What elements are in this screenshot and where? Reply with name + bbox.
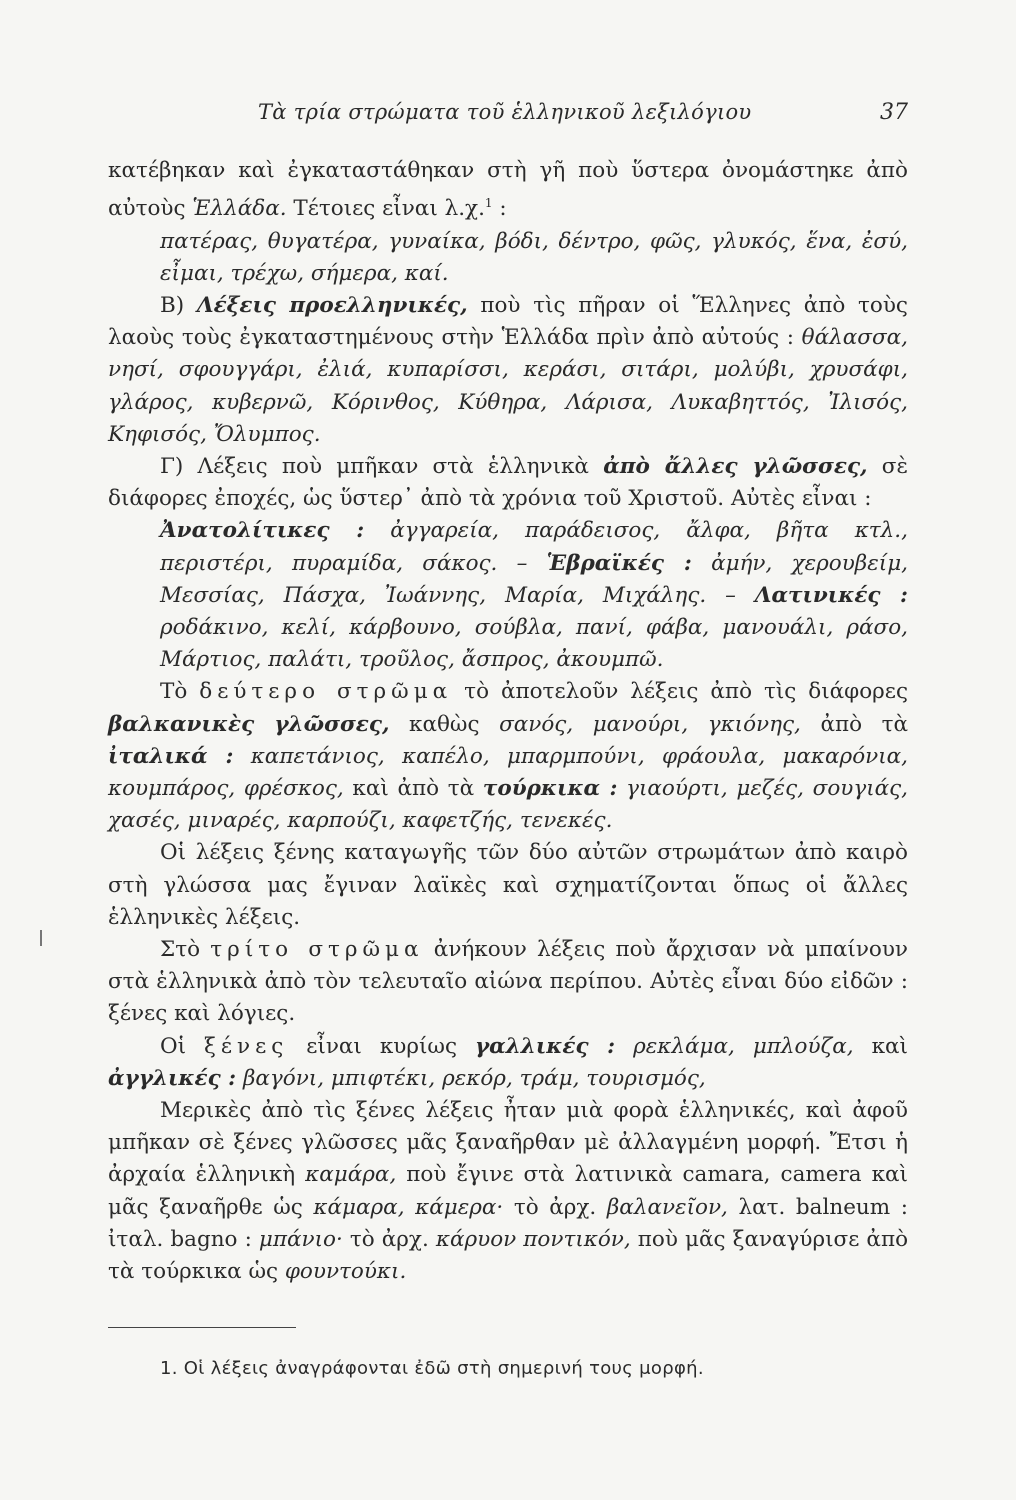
section-b-words: θάλασσα, νησί, σφουγγάρι, ἐλιά, κυπαρίσσι, κεράσι, σιτάρι, μολύβι, χρυσάφι, γλάρος, κυβερνῶ, Κόρινθος, Κύθηρα, Λάρισα, Λυκαβηττός, Ἰλισός, Κηφισός, Ὄλυμπος.	[108, 325, 908, 447]
footnote-ref[interactable]: 1	[484, 196, 493, 211]
example-words-1: πατέρας, θυγατέρα, γυναίκα, βόδι, δέντρο, φῶς, γλυκός, ἕνα, ἐσύ, εἶμαι, τρέχω, σήμερα, καί.	[160, 228, 908, 286]
section-g: Γ) Λέξεις ποὺ μπῆκαν στὰ ἑλληνικὰ ἀπὸ ἄλλες γλῶσσες, σὲ διάφορες ἐποχές, ὡς ὕστερ᾿ ἀπὸ τὰ χρόνια τοῦ Χριστοῦ. Αὐτὲς εἶναι :	[108, 453, 908, 512]
paragraph-foreign-words: Οἱ ξένες εἶναι κυρίως γαλλικές : ρεκλάμα, μπλούζα, καὶ ἀγγλικές : βαγόνι, μπιφτέκι, ρεκόρ, τράμ, τουρισμός,	[108, 1033, 908, 1091]
margin-mark	[40, 930, 42, 946]
section-g-heading: ἀπὸ ἄλλες γλῶσσες,	[603, 453, 868, 479]
running-head	[258, 100, 908, 125]
paragraph-third-layer: Στὸ τρίτο στρῶμα ἀνήκουν λέξεις ποὺ ἄρχισαν νὰ μπαίνουν στὰ ἑλληνικὰ ἀπὸ τὸν τελευταῖο αἰώνα περίπου. Αὐτὲς εἶναι δύο εἰδῶν : ξένες καὶ λόγιες.	[108, 937, 908, 1027]
page-number: 37	[880, 100, 908, 125]
paragraph-foreign-origin: Οἱ λέξεις ξένης καταγωγῆς τῶν δύο αὐτῶν στρωμάτων ἀπὸ καιρὸ στὴ γλώσσα μας ἔγιναν λαϊκὲς καὶ σχηματίζονται ὅπως οἱ ἄλλες ἑλληνικὲς λέξεις.	[108, 840, 908, 930]
paragraph-intro: κατέβηκαν καὶ ἐγκαταστάθηκαν στὴ γῆ ποὺ ὕστερα ὀνομάστηκε ἀπὸ αὐτοὺς Ἑλλάδα. Τέτοιες εἶναι λ.χ.$^1$ :	[108, 158, 908, 222]
loanword-origins: Ἀνατολίτικες : ἀγγαρεία, παράδεισος, ἄλφα, βῆτα κτλ., περιστέρι, πυραμίδα, σάκος. – Ἑβραϊκές : ἀμήν, χερουβείμ, Μεσσίας, Πάσχα, Ἰωάννης, Μαρία, Μιχάλης. – Λατινικές : ροδάκινο, κελί, κάρβουνο, σούβλα, πανί, φάβα, μανουάλι, ράσο, Μάρτιος, παλάτι, τροῦλος, ἄσπρος, ἀκουμπῶ.	[160, 518, 908, 673]
paragraph-returned-words: Μερικὲς ἀπὸ τὶς ξένες λέξεις ἦταν μιὰ φορὰ ἑλληνικές, καὶ ἀφοῦ μπῆκαν σὲ ξένες γλῶσσες μᾶς ξαναῆρθαν μὲ ἀλλαγμένη μορφή. Ἔτσι ἡ ἀρχαία ἑλληνικὴ καμάρα, ποὺ ἔγινε στὰ λατινικὰ camara, camera καὶ μᾶς ξαναῆρθε ὡς κάμαρα, κάμερα· τὸ ἀρχ. βαλανεῖον, λατ. balneum : ἰταλ. bagno : μπάνιο· τὸ ἀρχ. κάρυον ποντικόν, ποὺ μᾶς ξαναγύρισε ἀπὸ τὰ τούρκικα ὡς φουντούκι.	[108, 1098, 909, 1285]
section-b-heading: Λέξεις προελληνικές,	[196, 292, 468, 318]
page-body	[108, 155, 908, 1288]
paragraph-second-layer: Τὸ δεύτερο στρῶμα τὸ ἀποτελοῦν λέξεις ἀπὸ τὶς διάφορες βαλκανικὲς γλῶσσες, καθὼς σανός, μανούρι, γκιόνης, ἀπὸ τὰ ἰταλικά : καπετάνιος, καπέλο, μπαρμπούνι, φράουλα, μακαρόνια, κουμπάρος, φρέσκος, καὶ ἀπὸ τὰ τούρκικα : γιαούρτι, μεζές, σουγιάς, χασές, μιναρές, καρπούζι, καφετζής, τενεκές.	[108, 679, 909, 834]
chapter-title: Τὰ τρία στρώματα τοῦ ἑλληνικοῦ λεξιλόγιου	[258, 100, 752, 124]
section-b: Β) Λέξεις προελληνικές, ποὺ τὶς πῆραν οἱ Ἕλληνες ἀπὸ τοὺς λαοὺς τοὺς ἐγκαταστημένους στὴν Ἑλλάδα πρὶν ἀπὸ αὐτούς : θάλασσα, νησί, σφουγγάρι, ἐλιά, κυπαρίσσι, κεράσι, σιτάρι, μολύβι, χρυσάφι, γλάρος, κυβερνῶ, Κόρινθος, Κύθηρα, Λάρισα, Λυκαβηττός, Ἰλισός, Κηφισός, Ὄλυμπος.	[108, 292, 908, 447]
footnote: 1. Οἱ λέξεις ἀναγράφονται ἐδῶ στὴ σημερινή τους μορφή.	[160, 1358, 704, 1379]
footnote-rule	[108, 1327, 296, 1328]
